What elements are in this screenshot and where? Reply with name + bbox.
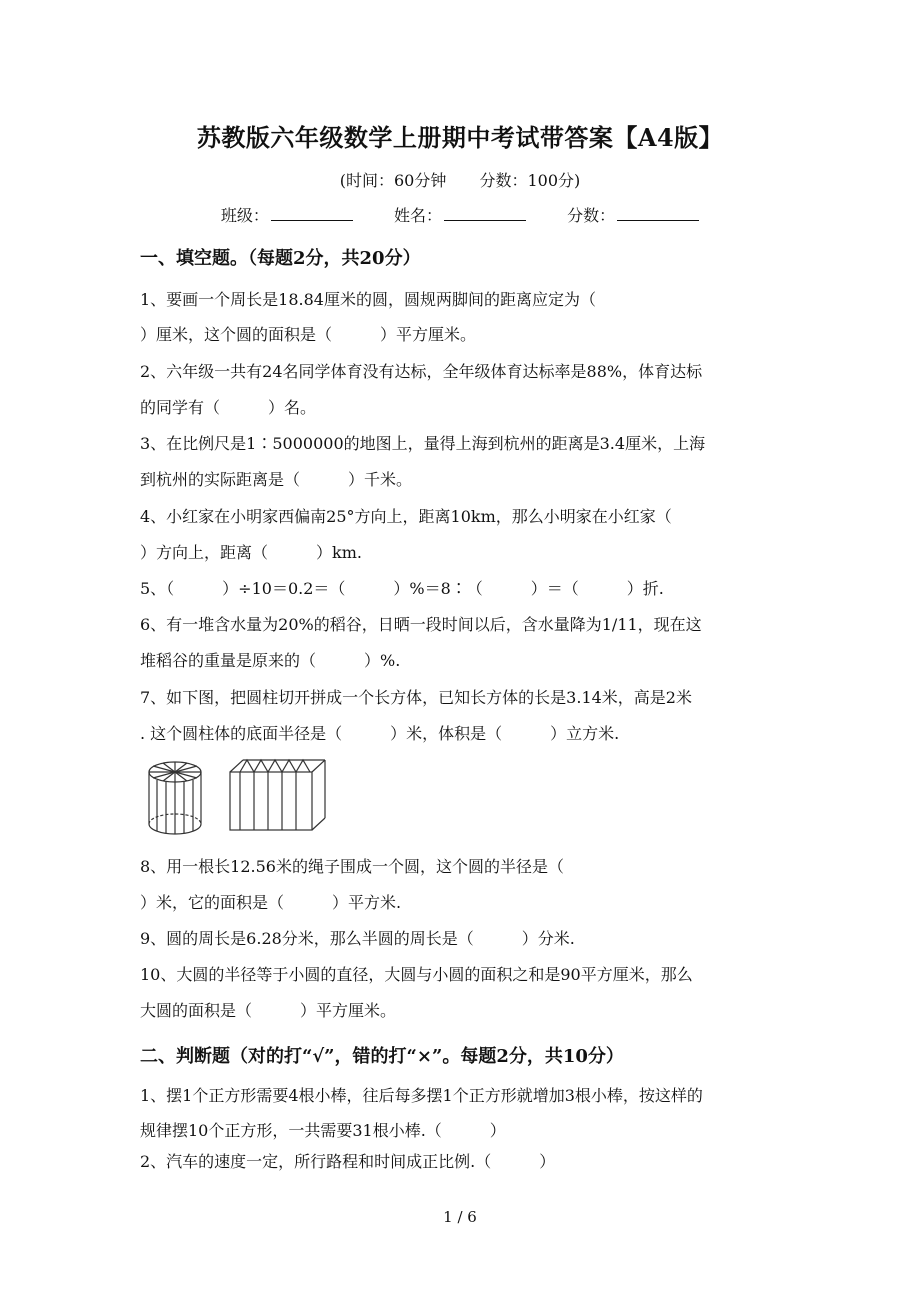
cylinder-to-cuboid-figure [145,758,335,838]
name-field [394,203,526,226]
time-score-line [0,168,920,191]
question-line: ）米，它的面积是（ ）平方米. [140,893,402,912]
question-line: 大圆的面积是（ ）平方厘米。 [140,1001,397,1020]
exam-time: (时间：60分钟 [339,171,447,190]
page-title: 苏教版六年级数学上册期中考试带答案【A4版】 [196,123,724,152]
question-line: 到杭州的实际距离是（ ）千米。 [140,470,413,489]
score-blank[interactable] [617,206,699,221]
class-field [221,203,353,226]
question-line: 2、汽车的速度一定，所行路程和时间成正比例.（ ） [140,1152,556,1171]
question-line: 6、有一堆含水量为20%的稻谷，日晒一段时间以后，含水量降为1/11，现在这 [140,615,702,634]
question-line: 的同学有（ ）名。 [140,398,317,417]
question-line: 1、摆1个正方形需要4根小棒，往后每多摆1个正方形就增加3根小棒，按这样的 [140,1086,703,1105]
class-label: 班级： [220,206,269,225]
question-line: 1、要画一个周长是18.84厘米的圆，圆规两脚间的距离应定为（ [140,290,596,309]
cylinder-shape [149,762,201,834]
name-label: 姓名： [393,206,442,225]
question-line: 8、用一根长12.56米的绳子围成一个圆，这个圆的半径是（ [140,857,564,876]
student-info-line [0,203,920,226]
question-line: 5、（ ）÷10＝0.2＝（ ）%＝8∶（ ）＝（ ）折. [140,579,664,598]
question-line: 10、大圆的半径等于小圆的直径，大圆与小圆的面积之和是90平方厘米，那么 [140,965,693,984]
score-field [567,203,699,226]
section1-heading: 一、填空题。（每题2分，共20分） [140,248,421,269]
question-line: 2、六年级一共有24名同学体育没有达标，全年级体育达标率是88%，体育达标 [140,362,703,381]
question-line: 堆稻谷的重量是原来的（ ）%. [140,651,401,670]
class-blank[interactable] [271,206,353,221]
exam-total-score: 分数：100分) [479,171,581,190]
score-label: 分数： [567,206,616,225]
question-line: 4、小红家在小明家西偏南25°方向上，距离10km，那么小明家在小红家（ [140,507,672,526]
question-line: . 这个圆柱体的底面半径是（ ）米，体积是（ ）立方米. [140,724,620,743]
question-line: 规律摆10个正方形，一共需要31根小棒.（ ） [140,1121,506,1140]
cuboid-shape [230,760,325,830]
page-number: 1 / 6 [443,1208,477,1226]
question-line: 9、圆的周长是6.28分米，那么半圆的周长是（ ）分米. [140,929,575,948]
name-blank[interactable] [444,206,526,221]
question-line: ）厘米，这个圆的面积是（ ）平方厘米。 [140,325,477,344]
question-line: ）方向上，距离（ ）km. [140,543,362,562]
section2-heading: 二、判断题（对的打“√”，错的打“×”。每题2分，共10分） [140,1046,624,1067]
question-line: 3、在比例尺是1∶5000000的地图上，量得上海到杭州的距离是3.4厘米，上海 [140,434,706,453]
question-line: 7、如下图，把圆柱切开拼成一个长方体，已知长方体的长是3.14米，高是2米 [140,688,692,707]
